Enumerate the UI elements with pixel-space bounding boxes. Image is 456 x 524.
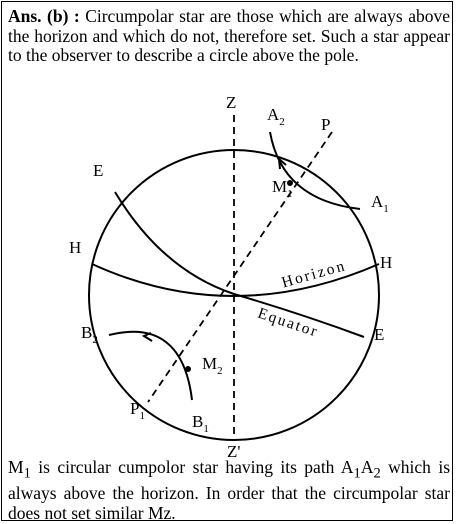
circumpolar-path-a bbox=[270, 132, 360, 209]
label-pole: P bbox=[321, 115, 331, 134]
answer-text: Circumpolar star are those which are always above the horizon and which do not, therefore set. Such a star appear to the observer to describe a circle above the pole. bbox=[8, 6, 450, 65]
label-m2: $M_2$ bbox=[202, 354, 223, 377]
label-nadir: Z' bbox=[227, 442, 241, 461]
star-m2-dot bbox=[185, 366, 191, 372]
label-p1: $P_1$ bbox=[130, 399, 145, 422]
label-m1: $M_1$ bbox=[272, 177, 293, 200]
conclusion-a2-sub: 2 bbox=[373, 465, 381, 482]
label-e-left: E bbox=[93, 161, 104, 180]
conclusion-paragraph bbox=[8, 458, 450, 523]
answer-card bbox=[1, 1, 453, 521]
label-horizon: Horizon bbox=[279, 257, 349, 292]
conclusion-a: A bbox=[360, 457, 374, 477]
label-b2: $B_2$ bbox=[81, 323, 98, 346]
celestial-sphere-diagram bbox=[2, 2, 456, 524]
answer-lead: Ans. (b) : bbox=[8, 6, 80, 26]
label-e-right: E bbox=[374, 325, 385, 344]
conclusion-m: M bbox=[8, 457, 24, 477]
label-b1: $B_1$ bbox=[192, 412, 209, 435]
conclusion-rest: which is always above the horizon. In order that the circumpolar star does not set similar Mz. bbox=[8, 457, 450, 523]
label-zenith: Z bbox=[226, 93, 237, 112]
label-a1: $A_1$ bbox=[371, 192, 389, 215]
label-h-left: H bbox=[69, 238, 82, 257]
polar-axis bbox=[148, 132, 332, 402]
conclusion-a1-sub: 1 bbox=[353, 465, 361, 482]
label-h-right: H bbox=[380, 253, 393, 272]
label-a2: $A_2$ bbox=[267, 105, 285, 128]
label-equator: Equator bbox=[255, 304, 321, 341]
conclusion-m-sub: 1 bbox=[23, 465, 31, 482]
circumpolar-path-b bbox=[109, 332, 192, 400]
conclusion-mid: is circular cumpolor star having its path A bbox=[30, 457, 354, 477]
star-m1-dot bbox=[287, 180, 293, 186]
